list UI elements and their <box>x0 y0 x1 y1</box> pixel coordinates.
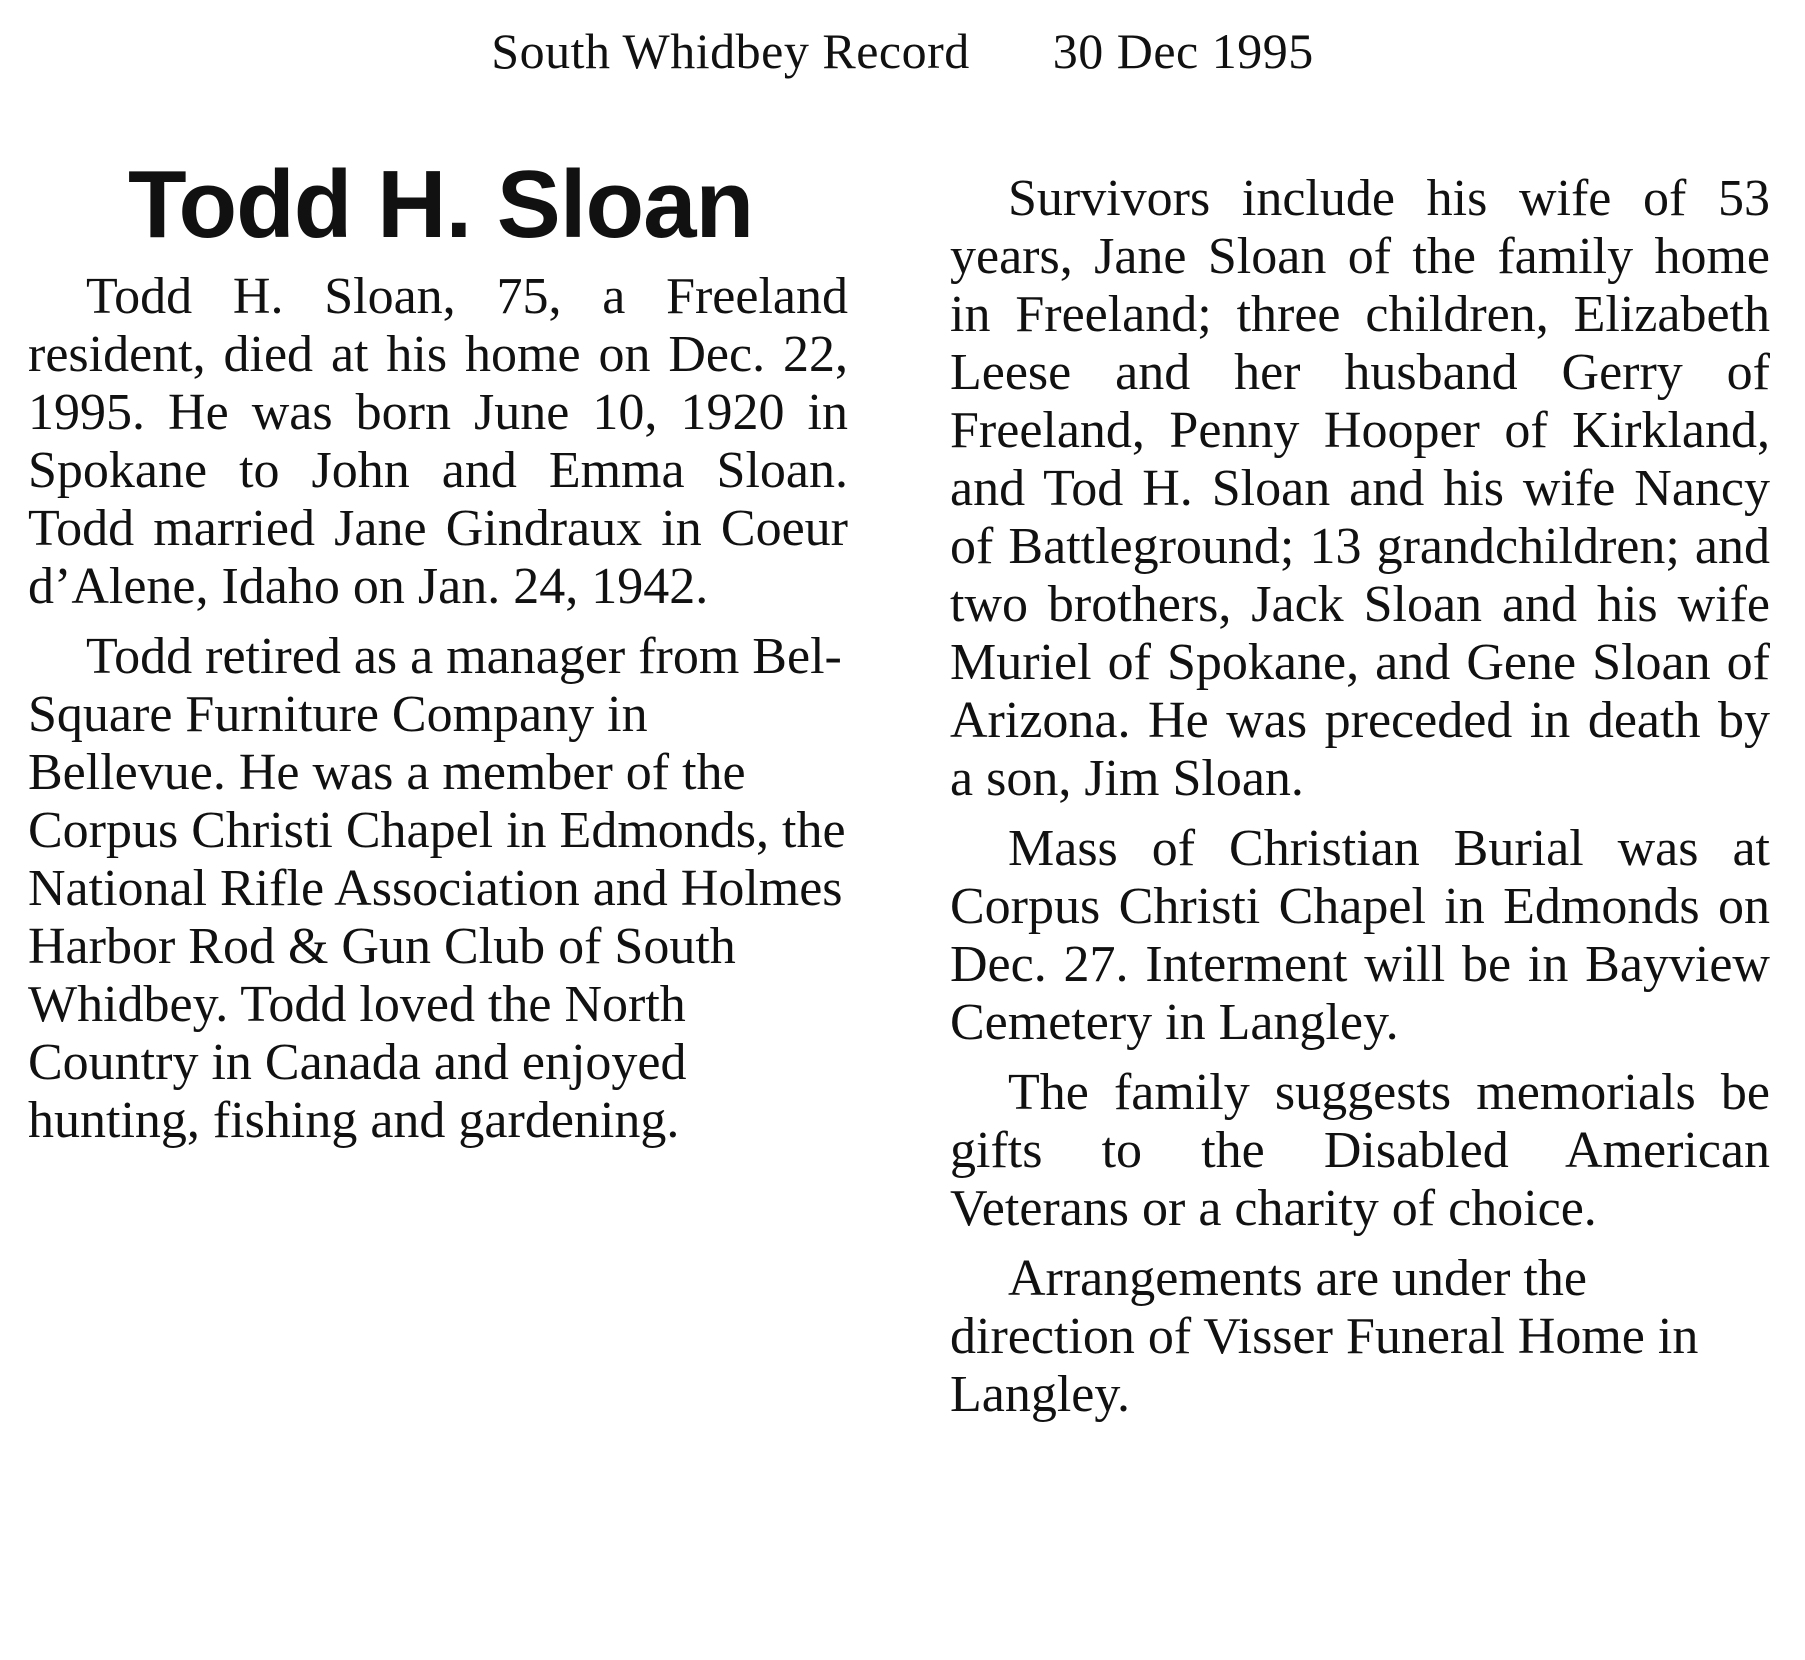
paragraph-memorials: The family suggests memorials be gifts to the Disabled American Veterans or a charity of choice. <box>950 1064 1770 1237</box>
right-column <box>950 170 1770 1436</box>
publication-date: 30 Dec 1995 <box>1052 23 1314 79</box>
publication-name: South Whidbey Record <box>491 23 970 79</box>
left-column <box>28 150 848 1162</box>
newspaper-header <box>0 22 1805 80</box>
obituary-headline: Todd H. Sloan <box>128 151 754 258</box>
paragraph-services: Mass of Christian Burial was at Corpus Christi Chapel in Edmonds on Dec. 27. Interment will be in Bayview Cemetery in Langley. <box>950 820 1770 1051</box>
paragraph-biography: Todd H. Sloan, 75, a Freeland resident, died at his home on Dec. 22, 1995. He was born June 10, 1920 in Spokane to John and Emma Sloan. Todd married Jane Gindraux in Coeur d’Alene, Idaho on Jan. 24, 1942. <box>28 268 848 615</box>
paragraph-survivors: Survivors include his wife of 53 years, Jane Sloan of the family home in Freeland; three children, Elizabeth Leese and her husband Gerry of Freeland, Penny Hooper of Kirkland, and Tod H. Sloan and his wife Nancy of Battleground; 13 grandchildren; and two brothers, Jack Sloan and his wife Muriel of Spokane, and Gene Sloan of Arizona. He was preceded in death by a son, Jim Sloan. <box>950 170 1770 807</box>
paragraph-arrangements: Arrangements are under the direction of Visser Funeral Home in Langley. <box>950 1250 1699 1423</box>
paragraph-career: Todd retired as a manager from Bel-Square Furniture Company in Bellevue. He was a member of the Corpus Christi Chapel in Edmonds, the National Rifle Association and Holmes Harbor Rod & Gun Club of South Whidbey. Todd loved the North Country in Canada and enjoyed hunting, fishing and gardening. <box>28 628 846 1149</box>
